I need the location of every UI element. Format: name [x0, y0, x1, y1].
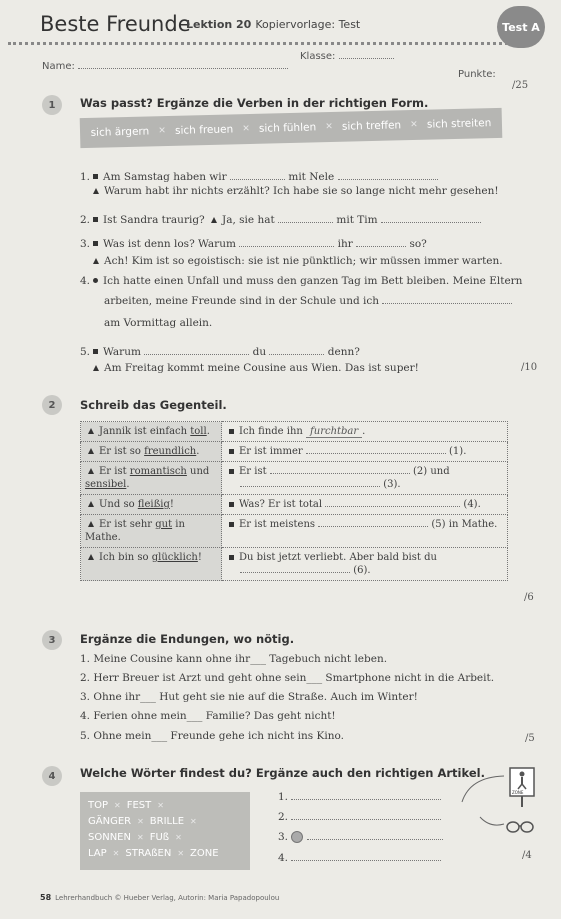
blank[interactable] [307, 832, 443, 840]
s1-line-4b: arbeiten, meine Freunde sind in der Schule und ich [104, 294, 512, 308]
blank[interactable] [356, 239, 406, 247]
section-1-score: /10 [521, 362, 538, 373]
s1-line-1a: 1. Am Samstag haben wir mit Nele [80, 170, 438, 184]
blank[interactable] [278, 215, 333, 223]
s3-line-5: 5. Ohne mein___ Freunde gehe ich nicht ins Kino. [80, 730, 344, 742]
name-label: Name: [42, 61, 75, 72]
verb-1: sich ärgern [90, 125, 150, 139]
blank[interactable] [269, 347, 324, 355]
section-4-title: Welche Wörter findest du? Ergänze auch den richtigen Artikel. [80, 766, 485, 780]
lesson-label: Lektion 20 [186, 18, 252, 31]
section-2-number: 2 [42, 395, 62, 415]
table-cell: Du bist jetzt verliebt. Aber bald bist du (6). [222, 548, 508, 581]
table-row [81, 422, 508, 442]
opposites-table [80, 421, 508, 581]
table-row [81, 462, 508, 495]
blank[interactable] [382, 296, 512, 304]
s1-line-5b: Am Freitag kommt meine Cousine aus Wien. Das ist super! [90, 361, 419, 375]
answer-line-3: 3. [278, 830, 443, 844]
section-4-score: /4 [522, 850, 532, 861]
page-number: 58 [40, 893, 52, 902]
name-field[interactable] [42, 61, 288, 72]
s1-line-3b: Ach! Kim ist so egoistisch: sie ist nie pünktlich; wir müssen immer warten. [90, 254, 503, 268]
lesson-subtitle [186, 18, 360, 31]
blank[interactable] [230, 172, 285, 180]
table-cell: Jannik ist einfach toll. [81, 422, 222, 442]
page-title: Beste Freunde [40, 12, 191, 36]
table-cell: Er ist so freundlich. [81, 442, 222, 462]
table-cell: Ich finde ihn furchtbar . [222, 422, 508, 442]
answer-line-1: 1. [278, 790, 441, 804]
sunglasses-icon [505, 818, 537, 834]
points-total: /25 [512, 80, 529, 91]
example-answer: furchtbar [306, 426, 362, 438]
pedestrian-zone-sign-icon [508, 767, 538, 809]
table-row [81, 442, 508, 462]
header-divider [8, 42, 508, 45]
test-badge: Test A [497, 6, 545, 48]
s3-line-1: 1. Meine Cousine kann ohne ihr___ Tagebuch nicht leben. [80, 653, 388, 665]
verb-bank: sich ärgern ✕ sich freuen ✕ sich fühlen ✕ sich treffen ✕ sich streiten [80, 108, 503, 148]
blank[interactable] [291, 853, 441, 861]
s1-line-5: 5. Warum du denn? [80, 346, 360, 358]
blank[interactable] [318, 519, 428, 527]
blank[interactable] [240, 565, 350, 573]
section-3-title: Ergänze die Endungen, wo nötig. [80, 632, 295, 646]
section-1-title: Was passt? Ergänze die Verben in der richtigen Form. [80, 96, 429, 110]
table-cell: Er ist sehr gut in Mathe. [81, 515, 222, 548]
section-3-number: 3 [42, 630, 62, 650]
verb-3: sich fühlen [258, 121, 317, 135]
blank[interactable] [270, 466, 410, 474]
blank[interactable] [338, 172, 438, 180]
points-label: Punkte: [458, 69, 496, 80]
points-field[interactable] [458, 69, 496, 80]
table-cell: Und so fleißig! [81, 495, 222, 515]
blank[interactable] [291, 792, 441, 800]
section-4-number: 4 [42, 766, 62, 786]
answer-line-4: 4. [278, 851, 441, 865]
s3-line-4: 4. Ferien ohne mein___ Familie? Das geht nicht! [80, 710, 336, 722]
verb-2: sich freuen [174, 123, 234, 137]
table-cell: Was? Er ist total (4). [222, 495, 508, 515]
sign-label: ZONE [512, 790, 524, 795]
blank[interactable] [306, 446, 446, 454]
blank[interactable] [240, 479, 380, 487]
copyright-credit: Lehrerhandbuch © Hueber Verlag, Autorin: Maria Papadopoulou [55, 894, 280, 902]
blank[interactable] [239, 239, 334, 247]
table-row [81, 548, 508, 581]
table-row [81, 495, 508, 515]
s1-line-3: 3. Was ist denn los? Warum ihr so? [80, 238, 427, 250]
s1-line-4a: 4. Ich hatte einen Unfall und muss den ganzen Tag im Bett bleiben. Meine Eltern [80, 275, 523, 287]
blank[interactable] [381, 215, 481, 223]
class-label: Klasse: [300, 51, 336, 62]
table-cell: Er ist romantisch und sensibel. [81, 462, 222, 495]
answer-line-2: 2. [278, 810, 441, 824]
section-2-title: Schreib das Gegenteil. [80, 398, 227, 412]
blank[interactable] [291, 812, 441, 820]
section-3-score: /5 [525, 733, 535, 744]
word-bank: TOP ✕ FEST ✕ GÄNGER ✕ BRILLE ✕ SONNEN ✕ FUß ✕ LAP ✕ STRAßEN ✕ ZONE [80, 792, 250, 870]
class-field[interactable] [300, 51, 394, 62]
verb-4: sich treffen [341, 119, 402, 133]
copy-template-label: Kopiervorlage: Test [255, 18, 361, 31]
table-cell: Er ist meistens (5) in Mathe. [222, 515, 508, 548]
s1-line-2: 2. Ist Sandra traurig? Ja, sie hat mit Tim [80, 213, 481, 227]
section-1-number: 1 [42, 95, 62, 115]
blank[interactable] [325, 499, 460, 507]
arrow-decoration [460, 772, 508, 832]
section-2-score: /6 [524, 592, 534, 603]
verb-5: sich streiten [426, 117, 492, 131]
s3-line-3: 3. Ohne ihr___ Hut geht sie nie auf die Straße. Auch im Winter! [80, 691, 418, 703]
s1-line-4c: am Vormittag allein. [104, 317, 213, 329]
page-footer [40, 893, 279, 902]
table-cell: Er ist (2) und (3). [222, 462, 508, 495]
s1-line-1b: Warum habt ihr nichts erzählt? Ich habe sie so lange nicht mehr gesehen! [90, 184, 499, 198]
globe-icon [291, 831, 303, 843]
blank[interactable] [144, 347, 249, 355]
table-row [81, 515, 508, 548]
s3-line-2: 2. Herr Breuer ist Arzt und geht ohne sein___ Smartphone nicht in die Arbeit. [80, 672, 495, 684]
table-cell: Er ist immer (1). [222, 442, 508, 462]
table-cell: Ich bin so glücklich! [81, 548, 222, 581]
